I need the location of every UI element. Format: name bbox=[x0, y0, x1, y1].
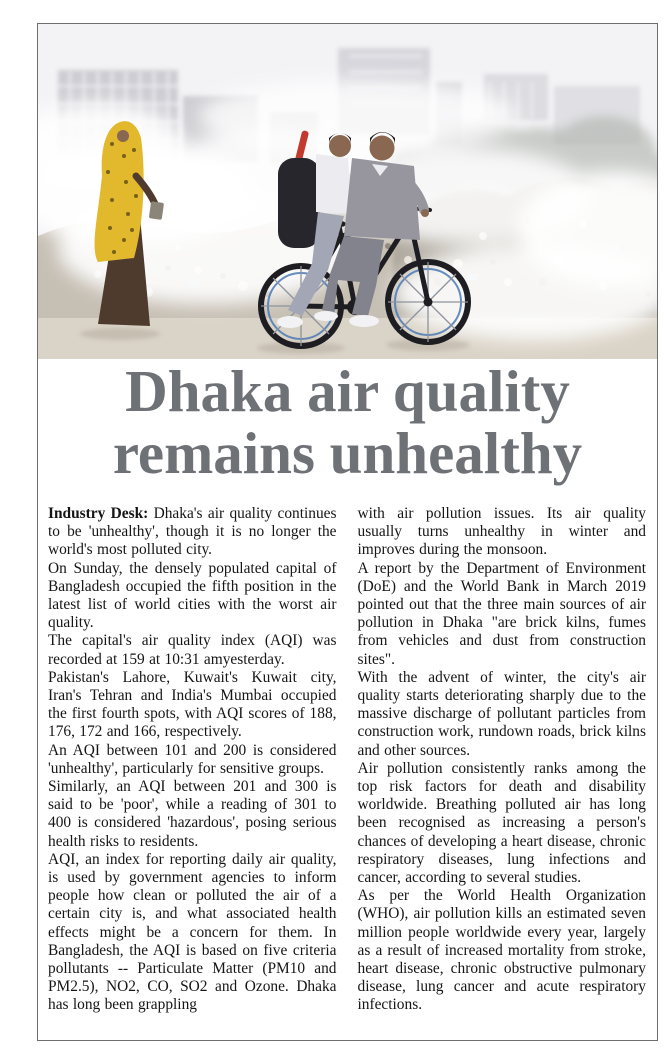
article-photo bbox=[38, 24, 657, 359]
article-column-right bbox=[358, 505, 647, 1034]
byline-label: Industry Desk: bbox=[48, 505, 154, 522]
photo-boy-rider-hand bbox=[421, 209, 429, 217]
photo-woman-bag bbox=[149, 201, 164, 220]
photo-boy-rider-shoe bbox=[349, 315, 379, 327]
photo-boy-passenger-face bbox=[329, 135, 351, 157]
article-paragraph: Industry Desk: Dhaka's air quality continues to be 'unhealthy', though it is no longer the world's most polluted city. bbox=[48, 505, 337, 559]
headline bbox=[38, 360, 657, 484]
article-paragraph: On Sunday, the densely populated capital of Bangladesh occupied the fifth position in the latest list of world cities with the worst air quality. bbox=[48, 559, 337, 632]
article-frame bbox=[37, 23, 658, 1041]
article-paragraph: Air pollution consistently ranks among the top risk factors for death and disability worldwide. Breathing polluted air has long been recognised as increasing a person's chances of developing a heart disease, chronic respiratory diseases, lung infections and cancer, according to several studies. bbox=[357, 759, 646, 887]
article-paragraph: The capital's air quality index (AQI) was recorded at 159 at 10:31 amyesterday. bbox=[48, 632, 337, 668]
photo-boy-passenger-shirt bbox=[316, 154, 352, 214]
photo-boy-passenger-shoe bbox=[277, 316, 303, 328]
article-paragraph: AQI, an index for reporting daily air quality, is used by government agencies to inform people how clean or polluted the air of a certain city is, and what associated health effects might be a concern for them. In Bangladesh, the AQI is based on five criteria pollutants -- Particulate Matter (PM10 and PM2.5), NO2, CO, SO2 and Ozone. Dhaka has long been grappling bbox=[48, 850, 337, 1014]
photo-woman-face bbox=[117, 130, 129, 142]
article-paragraph: An AQI between 101 and 200 is considered 'unhealthy', particularly for sensitive groups. bbox=[48, 741, 337, 777]
photo-boy-rider-face bbox=[370, 136, 395, 161]
article-paragraph: Similarly, an AQI between 201 and 300 is said to be 'poor', while a reading of 301 to 400 is considered 'hazardous', posing serious health risks to residents. bbox=[48, 778, 337, 850]
article-paragraph: with air pollution issues. Its air quality usually turns unhealthy in winter and improves during the monsoon. bbox=[357, 505, 646, 559]
photo-boy-rider-shoe-2 bbox=[314, 311, 338, 321]
article-body bbox=[48, 505, 646, 1034]
headline-line-2: remains unhealthy bbox=[112, 420, 583, 486]
article-paragraph: With the advent of winter, the city's air quality starts deteriorating sharply due to the massive discharge of pollutant particles from construction work, rundown roads, brick kilns and other sources. bbox=[357, 668, 646, 759]
article-paragraph: As per the World Health Organization (WHO), air pollution kills an estimated seven million people worldwide every year, largely as a result of increased mortality from stroke, heart disease, chronic obstructive pulmonary disease, lung cancer and acute respiratory infections. bbox=[357, 887, 646, 1014]
headline-line-1: Dhaka air quality bbox=[125, 358, 570, 424]
photo-scene bbox=[38, 24, 657, 359]
article-column-left bbox=[48, 505, 337, 1034]
photo-backpack bbox=[278, 158, 320, 248]
article-paragraph: Pakistan's Lahore, Kuwait's Kuwait city, Iran's Tehran and India's Mumbai occupied the first fourth spots, with AQI scores of 188, 176, 172 and 166, respectively. bbox=[48, 668, 337, 741]
article-paragraph: A report by the Department of Environment (DoE) and the World Bank in March 2019 pointed out that the three main sources of air pollution in Dhaka "are brick kilns, fumes from vehicles and dust from construction sites". bbox=[357, 559, 646, 668]
